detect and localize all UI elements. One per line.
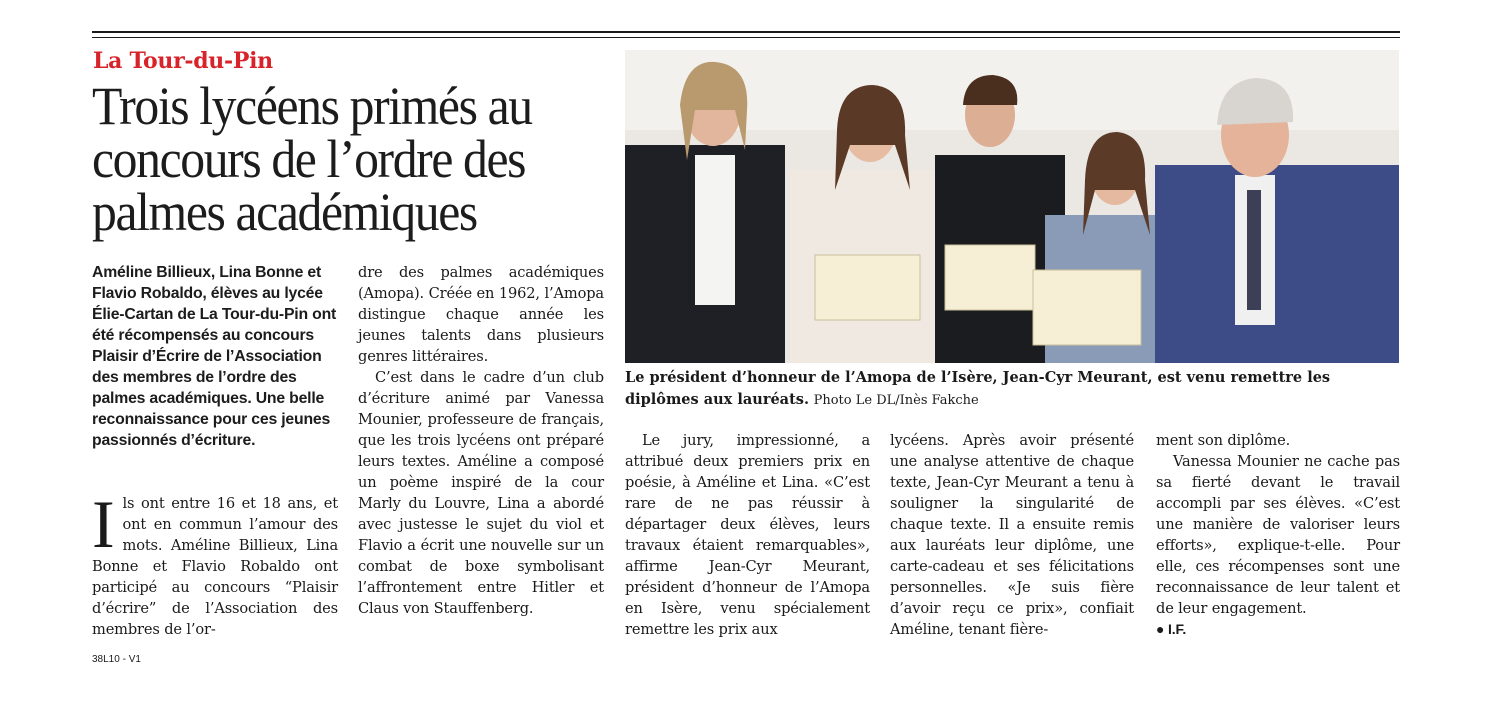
col1-paragraph: ls ont entre 16 et 18 ans, et ont en commun l’amour des mots. Améline Billieux, Lina Bonne et Flavio Robaldo ont participé au concours “Plaisir d’écrire” de l’Association des membres de l’or- — [92, 495, 338, 638]
column-4 — [890, 430, 1134, 640]
article-headline: Trois lycéens primés au concours de l’ordre des palmes académiques — [92, 76, 532, 242]
article-photo — [625, 50, 1399, 363]
top-rule-2 — [92, 37, 1400, 38]
top-rule — [92, 31, 1400, 33]
page-code: 38L10 - V1 — [92, 654, 141, 665]
column-3 — [625, 430, 870, 640]
col3-paragraph-1: Le jury, impressionné, a attribué deux premiers prix en poésie, à Améline et Lina. «C’est rare de ne pas réussir à départager deux élèves, leurs travaux étaient remarquables», affirme Jean-Cyr Meurant, président d’honneur de l’Amopa en Isère, venu spécialement remettre les prix aux — [625, 432, 870, 638]
col5-paragraph-2: Vanessa Mounier ne cache pas sa fierté devant le travail accompli par ses élèves. «C’est une manière de valoriser leurs efforts», explique-t-elle. Pour elle, ces récompenses sont une reconnaissance de leur talent et de leur engagement. — [1156, 453, 1400, 617]
col5-paragraph-1: ment son diplôme. — [1156, 432, 1291, 449]
article-author: ● I.F. — [1156, 621, 1187, 637]
col4-paragraph-1: lycéens. Après avoir présenté une analyse attentive de chaque texte, Jean-Cyr Meurant a tenu à souligner la singularité de chaque texte. Il a ensuite remis aux lauréats leur diplôme, une carte-cadeau et ses félicitations personnelles. «Je suis fière d’avoir reçu ce prix», confiait Améline, tenant fière- — [890, 432, 1134, 638]
caption-text: Le président d’honneur de l’Amopa de l’Isère, Jean-Cyr Meurant, est venu remettre les diplômes aux lauréats. — [625, 369, 1331, 408]
article-lead: Améline Billieux, Lina Bonne et Flavio Robaldo, élèves au lycée Élie-Cartan de La Tour-du-Pin ont été récompensés au concours Plaisir d’Écrire de l’Association des membres de l’ordre des palmes académiques. Une belle reconnaissance pour ces jeunes passionnés d’écriture. — [92, 264, 337, 449]
col2-paragraph-1: dre des palmes académiques (Amopa). Créée en 1962, l’Amopa distingue chaque année les jeunes talents dans plusieurs genres littéraires. — [358, 264, 604, 365]
article-kicker: La Tour-du-Pin — [93, 48, 273, 74]
column-1 — [92, 486, 338, 640]
col2-paragraph-2: C’est dans le cadre d’un club d’écriture animé par Vanessa Mounier, professeure de français, que les trois lycéens ont préparé leurs textes. Améline a composé un poème inspiré de la cour Marly du Louvre, Lina a abordé avec justesse le sujet du viol et Flavio a écrit une nouvelle sur un combat de boxe symbolisant l’affrontement entre Hitler et Claus von Stauffenberg. — [358, 369, 604, 617]
photo-credit: Photo Le DL/Inès Fakche — [813, 393, 979, 408]
column-2 — [358, 262, 604, 619]
group-photo-illustration — [625, 50, 1399, 363]
drop-cap: I — [92, 486, 115, 562]
column-5 — [1156, 430, 1400, 640]
photo-caption — [625, 367, 1395, 411]
